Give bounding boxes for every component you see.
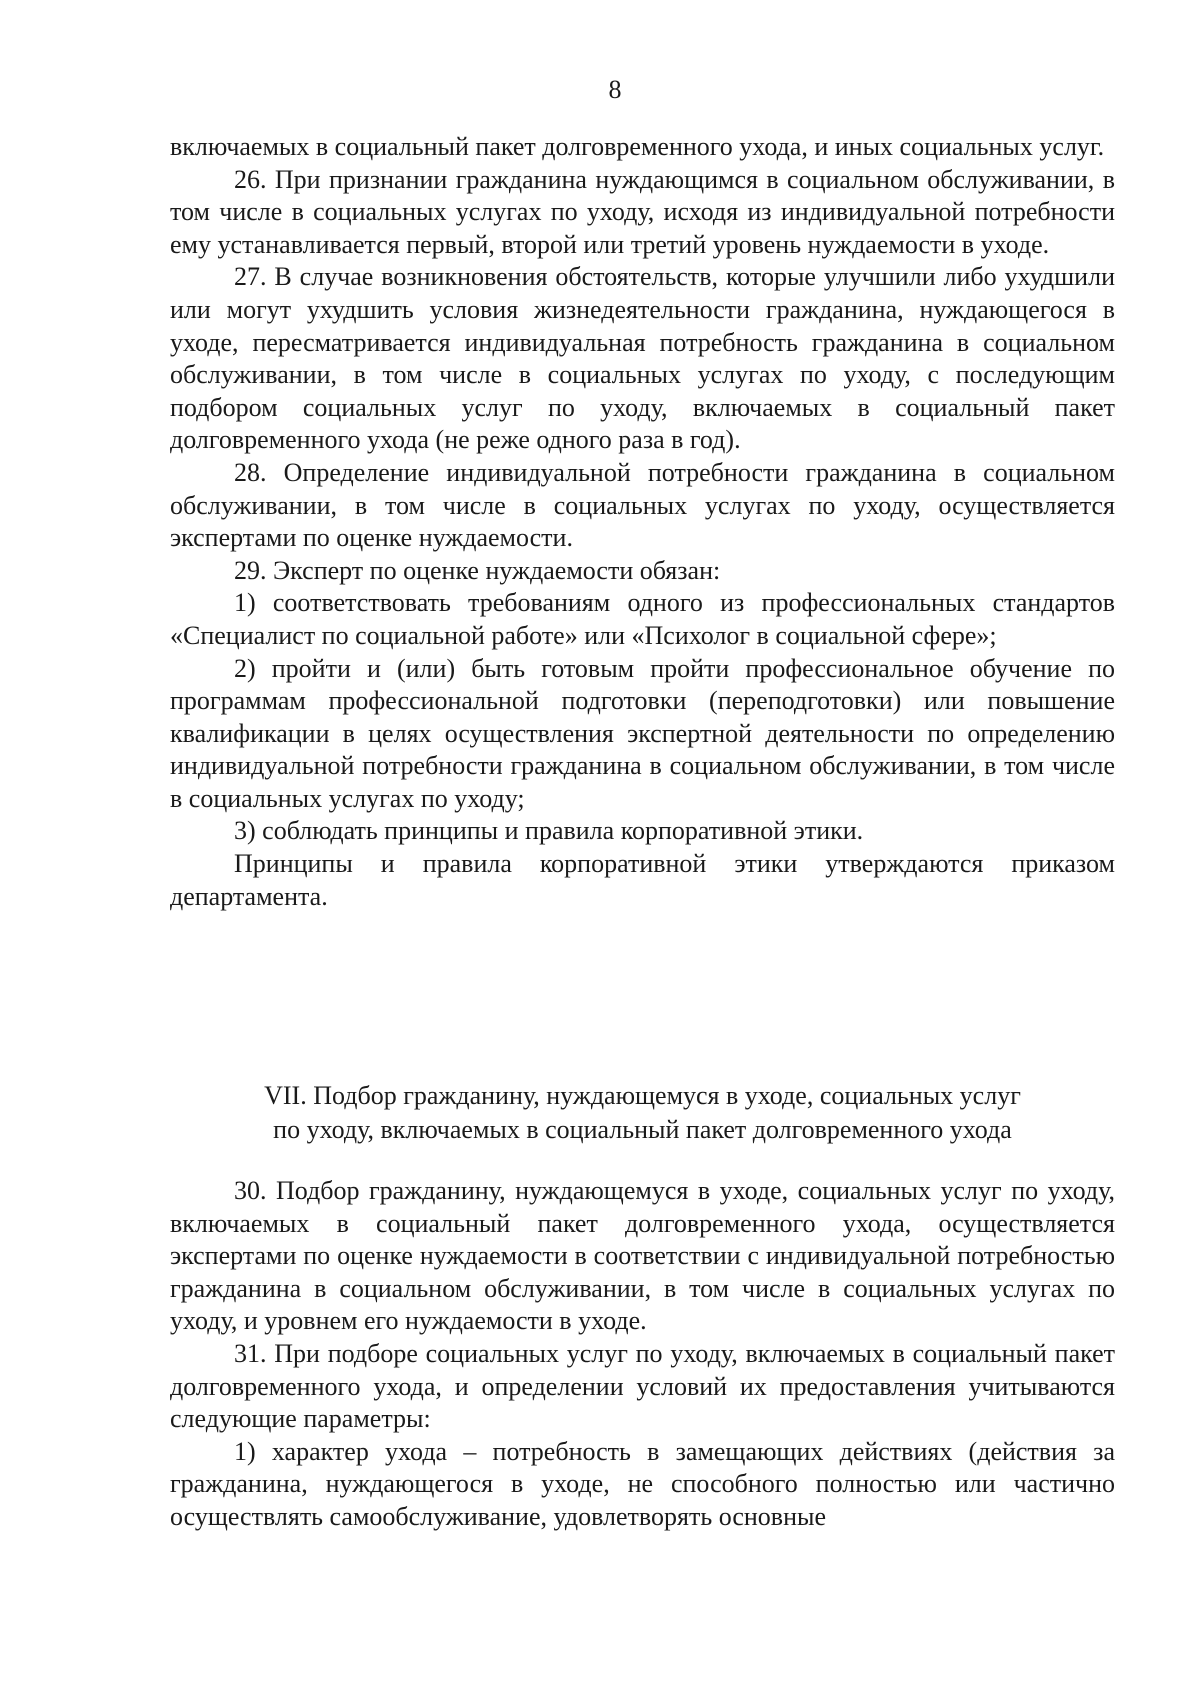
text-block-after-section (170, 1175, 1115, 1534)
page-number: 8 (608, 75, 622, 104)
paragraph-item-28: 28. Определение индивидуальной потребности гражданина в социальном обслуживании, в том числе в социальных услугах по уходу, осуществляется экспертами по оценке нуждаемости. (170, 457, 1115, 553)
paragraph-ethics-note: Принципы и правила корпоративной этики утверждаются приказом департамента. (170, 849, 1115, 911)
paragraph-item-27: 27. В случае возникновения обстоятельств, которые улучшили либо ухудшили или могут ухудшить условия жизнедеятельности гражданина, нуждающегося в уходе, пересматривается индивидуальная потребность гражданина в социальном обслуживании, в том числе в социальных услугах по уходу, с последующим подбором социальных услуг по уходу, включаемых в социальный пакет долговременного ухода (не реже одного раза в год). (170, 262, 1115, 455)
paragraph-item-31: 31. При подборе социальных услуг по уходу, включаемых в социальный пакет долговременного ухода, и определении условий их предоставления учитываются следующие параметры: (170, 1338, 1115, 1434)
paragraph-subitem-29-1: 1) соответствовать требованиям одного из профессиональных стандартов «Специалист по социальной работе» или «Психолог в социальной сфере»; (170, 588, 1115, 650)
section-heading-line-2: по уходу, включаемых в социальный пакет долговременного ухода (273, 1115, 1012, 1144)
paragraph-subitem-31-1: 1) характер ухода – потребность в замещающих действиях (действия за гражданина, нуждающегося в уходе, не способного полностью или частично осуществлять самообслуживание, удовлетворять основные (170, 1436, 1115, 1531)
paragraph-subitem-29-2: 2) пройти и (или) быть готовым пройти профессиональное обучение по программам профессиональной подготовки (переподготовки) или повышение квалификации в целях осуществления экспертной деятельности по определению индивидуальной потребности гражданина в социальном обслуживании, в том числе в социальных услугах по уходу; (170, 653, 1115, 813)
section-heading (170, 1079, 1115, 1147)
paragraph-item-29: 29. Эксперт по оценке нуждаемости обязан: (234, 555, 721, 585)
text-block-before-section (170, 131, 1115, 913)
section-heading-line-1: VII. Подбор гражданину, нуждающемуся в уходе, социальных услуг (264, 1081, 1021, 1110)
paragraph-continuation: включаемых в социальный пакет долговременного ухода, и иных социальных услуг. (170, 132, 1105, 161)
paragraph-subitem-29-3: 3) соблюдать принципы и правила корпоративной этики. (234, 816, 864, 846)
paragraph-item-26: 26. При признании гражданина нуждающимся в социальном обслуживании, в том числе в социальных услугах по уходу, исходя из индивидуальной потребности ему устанавливается первый, второй или третий уровень нуждаемости в уходе. (170, 164, 1115, 259)
paragraph-item-30: 30. Подбор гражданину, нуждающемуся в уходе, социальных услуг по уходу, включаемых в социальный пакет долговременного ухода, осуществляется экспертами по оценке нуждаемости в соответствии с индивидуальной потребностью гражданина в социальном обслуживании, в том числе в социальных услугах по уходу, и уровнем его нуждаемости в уходе. (170, 1176, 1115, 1336)
